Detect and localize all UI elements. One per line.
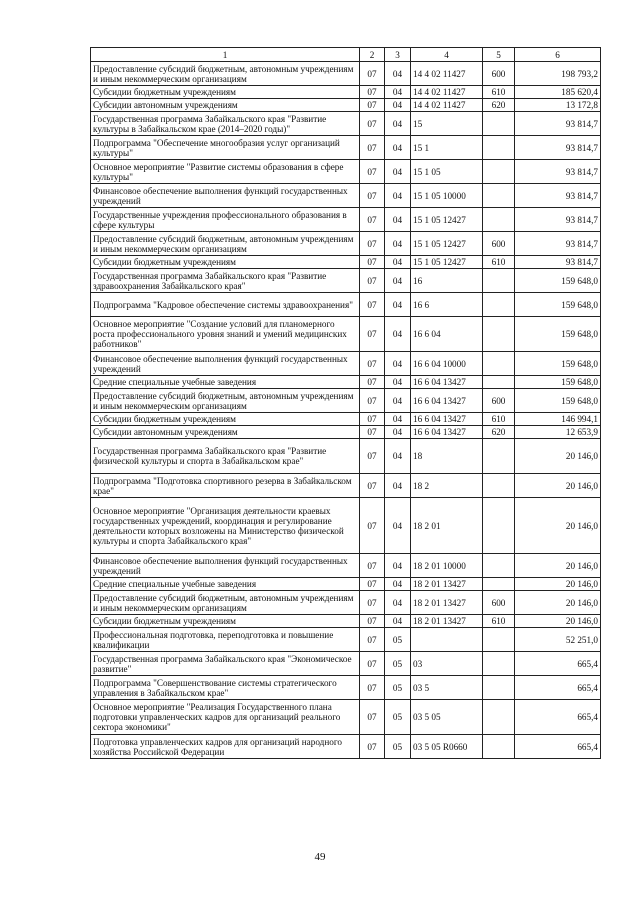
- subsection-code: 04: [385, 389, 411, 413]
- table-row: [91, 676, 601, 700]
- column-header: 6: [515, 48, 601, 62]
- page-number: 49: [314, 851, 326, 863]
- section-code: 07: [360, 591, 385, 615]
- amount: 159 648,0: [515, 269, 601, 293]
- section-code: 07: [360, 99, 385, 112]
- expense-type-code: [483, 293, 515, 317]
- table-row: [91, 293, 601, 317]
- subsection-code: 04: [385, 208, 411, 232]
- amount: 665,4: [515, 700, 601, 735]
- section-code: 07: [360, 269, 385, 293]
- row-name: Финансовое обеспечение выполнения функций государственных учреждений: [91, 184, 360, 208]
- column-header: 4: [411, 48, 483, 62]
- subsection-code: 04: [385, 413, 411, 426]
- amount: 159 648,0: [515, 389, 601, 413]
- section-code: 07: [360, 293, 385, 317]
- target-article-code: 15 1: [411, 136, 483, 160]
- subsection-code: 04: [385, 352, 411, 376]
- table-row: [91, 232, 601, 256]
- table-row: [91, 554, 601, 578]
- amount: 12 653,9: [515, 426, 601, 439]
- subsection-code: 04: [385, 232, 411, 256]
- expense-type-code: 610: [483, 413, 515, 426]
- amount: 20 146,0: [515, 554, 601, 578]
- table-row: [91, 615, 601, 628]
- amount: 20 146,0: [515, 498, 601, 554]
- target-article-code: 18 2 01 13427: [411, 591, 483, 615]
- amount: 93 814,7: [515, 256, 601, 269]
- row-name: Субсидии бюджетным учреждениям: [91, 86, 360, 99]
- amount: 93 814,7: [515, 112, 601, 136]
- section-code: 07: [360, 676, 385, 700]
- target-article-code: 15 1 05 12427: [411, 256, 483, 269]
- amount: 93 814,7: [515, 136, 601, 160]
- table-row: [91, 352, 601, 376]
- section-code: 07: [360, 160, 385, 184]
- row-name: Подготовка управленческих кадров для организаций народного хозяйства Российской Федерации: [91, 735, 360, 759]
- row-name: Основное мероприятие "Создание условий для планомерного роста профессионального уровня знаний и умений медицинских работников": [91, 317, 360, 352]
- row-name: Субсидии автономным учреждениям: [91, 99, 360, 112]
- row-name: Государственная программа Забайкальского края "Развитие культуры в Забайкальском крае (2014–2020 годы)": [91, 112, 360, 136]
- table-row: [91, 735, 601, 759]
- table-row: [91, 208, 601, 232]
- row-name: Предоставление субсидий бюджетным, автономным учреждениям и иным некоммерческим организациям: [91, 389, 360, 413]
- subsection-code: 04: [385, 591, 411, 615]
- table-row: [91, 160, 601, 184]
- amount: 159 648,0: [515, 376, 601, 389]
- target-article-code: 14 4 02 11427: [411, 86, 483, 99]
- expense-type-code: [483, 352, 515, 376]
- amount: 93 814,7: [515, 232, 601, 256]
- row-name: Подпрограмма "Кадровое обеспечение системы здравоохранения": [91, 293, 360, 317]
- section-code: 07: [360, 389, 385, 413]
- row-name: Субсидии бюджетным учреждениям: [91, 256, 360, 269]
- section-code: 07: [360, 439, 385, 474]
- column-header: 5: [483, 48, 515, 62]
- target-article-code: 16 6 04 10000: [411, 352, 483, 376]
- row-name: Основное мероприятие "Развитие системы образования в сфере культуры": [91, 160, 360, 184]
- expense-type-code: 600: [483, 389, 515, 413]
- expense-type-code: [483, 112, 515, 136]
- section-code: 07: [360, 376, 385, 389]
- amount: 20 146,0: [515, 474, 601, 498]
- target-article-code: 18 2 01 10000: [411, 554, 483, 578]
- subsection-code: 04: [385, 293, 411, 317]
- table-row: [91, 413, 601, 426]
- budget-table: [90, 47, 601, 759]
- row-name: Средние специальные учебные заведения: [91, 376, 360, 389]
- row-name: Предоставление субсидий бюджетным, автономным учреждениям и иным некоммерческим организациям: [91, 62, 360, 86]
- subsection-code: 05: [385, 628, 411, 652]
- subsection-code: 04: [385, 62, 411, 86]
- section-code: 07: [360, 208, 385, 232]
- expense-type-code: [483, 498, 515, 554]
- column-header: 1: [91, 48, 360, 62]
- target-article-code: 03 5: [411, 676, 483, 700]
- subsection-code: 04: [385, 112, 411, 136]
- expense-type-code: 610: [483, 615, 515, 628]
- subsection-code: 04: [385, 376, 411, 389]
- expense-type-code: [483, 628, 515, 652]
- target-article-code: 14 4 02 11427: [411, 99, 483, 112]
- section-code: 07: [360, 317, 385, 352]
- section-code: 07: [360, 256, 385, 269]
- section-code: 07: [360, 578, 385, 591]
- expense-type-code: [483, 578, 515, 591]
- expense-type-code: 610: [483, 86, 515, 99]
- section-code: 07: [360, 735, 385, 759]
- subsection-code: 04: [385, 160, 411, 184]
- target-article-code: 16 6 04 13427: [411, 413, 483, 426]
- amount: 52 251,0: [515, 628, 601, 652]
- target-article-code: 18 2 01 13427: [411, 578, 483, 591]
- target-article-code: 15 1 05 12427: [411, 208, 483, 232]
- subsection-code: 04: [385, 269, 411, 293]
- expense-type-code: 600: [483, 232, 515, 256]
- subsection-code: 04: [385, 439, 411, 474]
- target-article-code: 16: [411, 269, 483, 293]
- amount: 159 648,0: [515, 293, 601, 317]
- subsection-code: 05: [385, 735, 411, 759]
- target-article-code: 16 6 04 13427: [411, 426, 483, 439]
- subsection-code: 05: [385, 676, 411, 700]
- section-code: 07: [360, 628, 385, 652]
- row-name: Основное мероприятие "Организация деятельности краевых государственных учреждений, координация и регулирование деятельности которых возложены на Министерство физической культуры и спорта Забайкальского края": [91, 498, 360, 554]
- target-article-code: 16 6 04 13427: [411, 389, 483, 413]
- section-code: 07: [360, 652, 385, 676]
- row-name: Финансовое обеспечение выполнения функций государственных учреждений: [91, 554, 360, 578]
- table-body: [91, 62, 601, 759]
- subsection-code: 04: [385, 136, 411, 160]
- table-row: [91, 86, 601, 99]
- amount: 665,4: [515, 676, 601, 700]
- column-header: 3: [385, 48, 411, 62]
- section-code: 07: [360, 352, 385, 376]
- row-name: Подпрограмма "Совершенствование системы стратегического управления в Забайкальском крае": [91, 676, 360, 700]
- table-row: [91, 269, 601, 293]
- subsection-code: 04: [385, 426, 411, 439]
- section-code: 07: [360, 184, 385, 208]
- target-article-code: 16 6 04 13427: [411, 376, 483, 389]
- amount: 13 172,8: [515, 99, 601, 112]
- subsection-code: 04: [385, 99, 411, 112]
- target-article-code: [411, 628, 483, 652]
- amount: 93 814,7: [515, 184, 601, 208]
- target-article-code: 18 2 01: [411, 498, 483, 554]
- target-article-code: 15 1 05 10000: [411, 184, 483, 208]
- column-header: 2: [360, 48, 385, 62]
- row-name: Подпрограмма "Подготовка спортивного резерва в Забайкальском крае": [91, 474, 360, 498]
- target-article-code: 16 6 04: [411, 317, 483, 352]
- expense-type-code: [483, 160, 515, 184]
- subsection-code: 04: [385, 578, 411, 591]
- table-row: [91, 389, 601, 413]
- section-code: 07: [360, 136, 385, 160]
- row-name: Основное мероприятие "Реализация Государственного плана подготовки управленческих кадров для организаций реального сектора экономики": [91, 700, 360, 735]
- row-name: Государственная программа Забайкальского края "Развитие физической культуры и спорта в Забайкальском крае": [91, 439, 360, 474]
- table-row: [91, 99, 601, 112]
- expense-type-code: [483, 208, 515, 232]
- expense-type-code: [483, 136, 515, 160]
- amount: 20 146,0: [515, 615, 601, 628]
- section-code: 07: [360, 426, 385, 439]
- expense-type-code: [483, 376, 515, 389]
- table-row: [91, 317, 601, 352]
- section-code: 07: [360, 700, 385, 735]
- table-row: [91, 700, 601, 735]
- table-row: [91, 256, 601, 269]
- amount: 198 793,2: [515, 62, 601, 86]
- section-code: 07: [360, 86, 385, 99]
- table-row: [91, 426, 601, 439]
- row-name: Средние специальные учебные заведения: [91, 578, 360, 591]
- target-article-code: 15 1 05: [411, 160, 483, 184]
- amount: 20 146,0: [515, 439, 601, 474]
- amount: 185 620,4: [515, 86, 601, 99]
- table-header-row: [91, 48, 601, 62]
- table-row: [91, 112, 601, 136]
- section-code: 07: [360, 615, 385, 628]
- table-row: [91, 652, 601, 676]
- amount: 93 814,7: [515, 160, 601, 184]
- expense-type-code: [483, 676, 515, 700]
- amount: 146 994,1: [515, 413, 601, 426]
- section-code: 07: [360, 232, 385, 256]
- expense-type-code: [483, 184, 515, 208]
- table-row: [91, 136, 601, 160]
- target-article-code: 03 5 05: [411, 700, 483, 735]
- subsection-code: 04: [385, 256, 411, 269]
- expense-type-code: [483, 317, 515, 352]
- target-article-code: 18: [411, 439, 483, 474]
- subsection-code: 04: [385, 615, 411, 628]
- expense-type-code: [483, 554, 515, 578]
- row-name: Государственная программа Забайкальского края "Развитие здравоохранения Забайкальского края": [91, 269, 360, 293]
- section-code: 07: [360, 112, 385, 136]
- amount: 93 814,7: [515, 208, 601, 232]
- target-article-code: 18 2: [411, 474, 483, 498]
- row-name: Предоставление субсидий бюджетным, автономным учреждениям и иным некоммерческим организациям: [91, 591, 360, 615]
- row-name: Субсидии бюджетным учреждениям: [91, 413, 360, 426]
- expense-type-code: [483, 269, 515, 293]
- amount: 20 146,0: [515, 591, 601, 615]
- subsection-code: 04: [385, 474, 411, 498]
- target-article-code: 14 4 02 11427: [411, 62, 483, 86]
- amount: 20 146,0: [515, 578, 601, 591]
- table-row: [91, 474, 601, 498]
- expense-type-code: 620: [483, 426, 515, 439]
- subsection-code: 05: [385, 652, 411, 676]
- target-article-code: 16 6: [411, 293, 483, 317]
- row-name: Государственная программа Забайкальского края "Экономическое развитие": [91, 652, 360, 676]
- expense-type-code: 610: [483, 256, 515, 269]
- section-code: 07: [360, 474, 385, 498]
- expense-type-code: 620: [483, 99, 515, 112]
- table-row: [91, 591, 601, 615]
- row-name: Подпрограмма "Обеспечение многообразия услуг организаций культуры": [91, 136, 360, 160]
- subsection-code: 04: [385, 184, 411, 208]
- subsection-code: 04: [385, 554, 411, 578]
- table-row: [91, 439, 601, 474]
- amount: 665,4: [515, 652, 601, 676]
- expense-type-code: 600: [483, 62, 515, 86]
- subsection-code: 04: [385, 86, 411, 99]
- expense-type-code: 600: [483, 591, 515, 615]
- target-article-code: 15: [411, 112, 483, 136]
- target-article-code: 03: [411, 652, 483, 676]
- subsection-code: 04: [385, 317, 411, 352]
- row-name: Предоставление субсидий бюджетным, автономным учреждениям и иным некоммерческим организациям: [91, 232, 360, 256]
- row-name: Субсидии автономным учреждениям: [91, 426, 360, 439]
- expense-type-code: [483, 652, 515, 676]
- section-code: 07: [360, 413, 385, 426]
- expense-type-code: [483, 735, 515, 759]
- row-name: Финансовое обеспечение выполнения функций государственных учреждений: [91, 352, 360, 376]
- section-code: 07: [360, 62, 385, 86]
- section-code: 07: [360, 554, 385, 578]
- expense-type-code: [483, 439, 515, 474]
- row-name: Государственные учреждения профессионального образования в сфере культуры: [91, 208, 360, 232]
- section-code: 07: [360, 498, 385, 554]
- expense-type-code: [483, 700, 515, 735]
- expense-type-code: [483, 474, 515, 498]
- row-name: Профессиональная подготовка, переподготовка и повышение квалификации: [91, 628, 360, 652]
- table-row: [91, 498, 601, 554]
- amount: 665,4: [515, 735, 601, 759]
- subsection-code: 04: [385, 498, 411, 554]
- subsection-code: 05: [385, 700, 411, 735]
- table-row: [91, 184, 601, 208]
- table-row: [91, 62, 601, 86]
- table-row: [91, 578, 601, 591]
- table-row: [91, 376, 601, 389]
- row-name: Субсидии бюджетным учреждениям: [91, 615, 360, 628]
- target-article-code: 03 5 05 R0660: [411, 735, 483, 759]
- amount: 159 648,0: [515, 352, 601, 376]
- target-article-code: 18 2 01 13427: [411, 615, 483, 628]
- amount: 159 648,0: [515, 317, 601, 352]
- target-article-code: 15 1 05 12427: [411, 232, 483, 256]
- table-row: [91, 628, 601, 652]
